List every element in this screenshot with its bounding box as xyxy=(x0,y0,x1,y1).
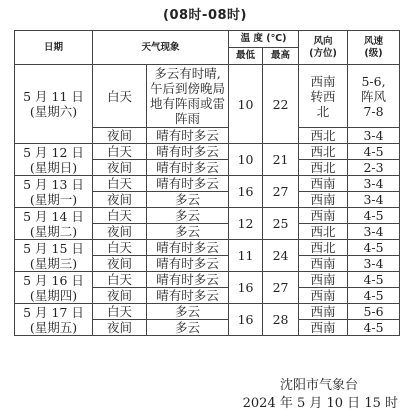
wind-direction-cell: 西北 xyxy=(299,224,348,240)
wind-speed-cell: 3-4 xyxy=(348,128,400,144)
temp-high-cell: 27 xyxy=(263,176,299,208)
wind-direction-cell: 西北 xyxy=(299,160,348,176)
weather-cell: 晴有时多云 xyxy=(147,288,229,304)
wind-speed-cell: 4-5 xyxy=(348,144,400,160)
period-cell: 白天 xyxy=(93,304,147,320)
weather-cell: 多云有时晴, 午后到傍晚局 地有阵雨或雷 阵雨 xyxy=(147,65,229,128)
wind-speed-cell: 3-4 xyxy=(348,256,400,272)
temp-high-cell: 24 xyxy=(263,240,299,272)
wind-speed-cell: 3-4 xyxy=(348,176,400,192)
wind-direction-cell: 西南 xyxy=(299,320,348,336)
date-cell: 5 月 16 日 (星期四) xyxy=(15,272,93,304)
period-cell: 白天 xyxy=(93,65,147,128)
wind-direction-cell: 西南 xyxy=(299,208,348,224)
forecast-table xyxy=(14,30,400,336)
temp-high-cell: 22 xyxy=(263,65,299,144)
wind-speed-cell: 2-3 xyxy=(348,160,400,176)
wind-speed-cell: 3-4 xyxy=(348,224,400,240)
table-row xyxy=(15,65,400,128)
table-row xyxy=(15,272,400,288)
period-cell: 夜间 xyxy=(93,288,147,304)
header-temp-high: 最高 xyxy=(263,48,299,65)
wind-direction-cell: 西北 xyxy=(299,128,348,144)
header-date: 日期 xyxy=(15,31,93,65)
period-cell: 夜间 xyxy=(93,128,147,144)
period-cell: 夜间 xyxy=(93,320,147,336)
date-cell: 5 月 13 日 (星期一) xyxy=(15,176,93,208)
weather-cell: 晴有时多云 xyxy=(147,128,229,144)
weather-cell: 晴有时多云 xyxy=(147,176,229,192)
wind-direction-cell: 西南 xyxy=(299,192,348,208)
temp-low-cell: 16 xyxy=(229,176,263,208)
temp-high-cell: 27 xyxy=(263,272,299,304)
header-wind-direction: 风向 (方位) xyxy=(299,31,348,65)
date-cell: 5 月 12 日 (星期日) xyxy=(15,144,93,176)
wind-speed-cell: 4-5 xyxy=(348,208,400,224)
wind-speed-cell: 5-6, 阵风 7-8 xyxy=(348,65,400,128)
period-cell: 夜间 xyxy=(93,256,147,272)
table-row xyxy=(15,208,400,224)
weather-cell: 多云 xyxy=(147,208,229,224)
wind-direction-cell: 西南 xyxy=(299,304,348,320)
period-cell: 白天 xyxy=(93,176,147,192)
temp-low-cell: 11 xyxy=(229,240,263,272)
period-cell: 白天 xyxy=(93,144,147,160)
header-temperature: 温 度 (℃) xyxy=(229,31,299,48)
table-row xyxy=(15,176,400,192)
period-cell: 白天 xyxy=(93,240,147,256)
weather-cell: 晴有时多云 xyxy=(147,272,229,288)
wind-speed-cell: 4-5 xyxy=(348,272,400,288)
weather-cell: 晴有时多云 xyxy=(147,256,229,272)
temp-low-cell: 16 xyxy=(229,304,263,336)
temp-high-cell: 28 xyxy=(263,304,299,336)
temp-low-cell: 12 xyxy=(229,208,263,240)
wind-speed-cell: 4-5 xyxy=(348,320,400,336)
wind-direction-cell: 西南 xyxy=(299,272,348,288)
header-weather: 天气现象 xyxy=(93,31,229,65)
temp-low-cell: 10 xyxy=(229,144,263,176)
period-cell: 白天 xyxy=(93,208,147,224)
wind-direction-cell: 西北 xyxy=(299,240,348,256)
weather-cell: 晴有时多云 xyxy=(147,144,229,160)
wind-direction-cell: 西南 xyxy=(299,176,348,192)
wind-speed-cell: 4-5 xyxy=(348,288,400,304)
weather-cell: 多云 xyxy=(147,192,229,208)
weather-cell: 多云 xyxy=(147,304,229,320)
issuer: 沈阳市气象台 xyxy=(279,378,358,393)
wind-speed-cell: 4-5 xyxy=(348,240,400,256)
wind-direction-cell: 西南 转西 北 xyxy=(299,65,348,128)
wind-speed-cell: 5-6 xyxy=(348,304,400,320)
issue-time: 2024 年 5 月 10 日 15 时 xyxy=(242,396,398,411)
weather-cell: 多云 xyxy=(147,224,229,240)
header-temp-low: 最低 xyxy=(229,48,263,65)
wind-direction-cell: 西南 xyxy=(299,288,348,304)
temp-low-cell: 10 xyxy=(229,65,263,144)
table-row xyxy=(15,144,400,160)
date-cell: 5 月 14 日 (星期二) xyxy=(15,208,93,240)
period-cell: 夜间 xyxy=(93,160,147,176)
temp-low-cell: 16 xyxy=(229,272,263,304)
table-row xyxy=(15,240,400,256)
period-cell: 夜间 xyxy=(93,192,147,208)
wind-speed-cell: 3-4 xyxy=(348,192,400,208)
temp-high-cell: 25 xyxy=(263,208,299,240)
date-cell: 5 月 15 日 (星期三) xyxy=(15,240,93,272)
weather-cell: 晴有时多云 xyxy=(147,160,229,176)
temp-high-cell: 21 xyxy=(263,144,299,176)
date-cell: 5 月 11 日 (星期六) xyxy=(15,65,93,144)
weather-cell: 多云 xyxy=(147,320,229,336)
period-cell: 白天 xyxy=(93,272,147,288)
table-row xyxy=(15,304,400,320)
wind-direction-cell: 西南 xyxy=(299,256,348,272)
header-wind-speed: 风速 (级) xyxy=(348,31,400,65)
page-title: (08时-08时) xyxy=(163,8,247,23)
date-cell: 5 月 17 日 (星期五) xyxy=(15,304,93,336)
period-cell: 夜间 xyxy=(93,224,147,240)
wind-direction-cell: 西北 xyxy=(299,144,348,160)
weather-cell: 晴有时多云 xyxy=(147,240,229,256)
